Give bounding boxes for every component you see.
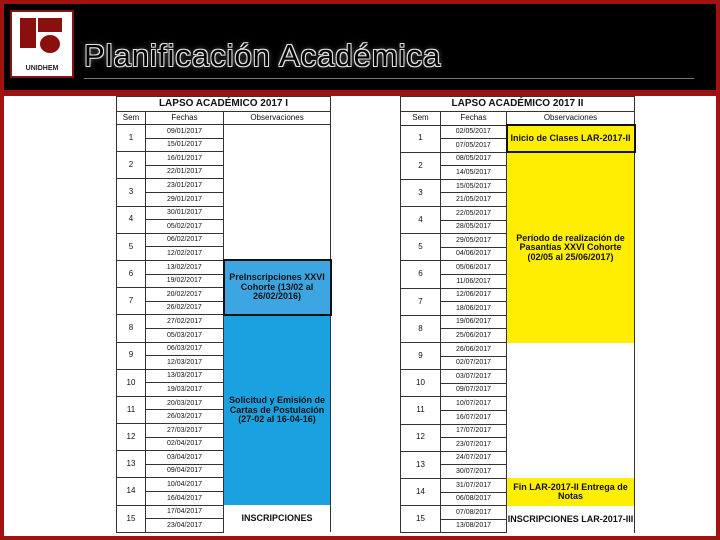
sem-number: 9 [401,343,441,370]
obs-inscripciones: INSCRIPCIONES LAR-2017-III [507,506,635,533]
sem-number: 10 [401,370,441,397]
fecha-cell: 15/05/2017 [441,179,507,193]
slide-header [4,4,716,90]
sem-number: 1 [401,125,441,152]
table-row [401,343,635,357]
fecha-cell: 16/04/2017 [146,492,224,506]
fecha-cell: 16/01/2017 [146,152,224,166]
fecha-cell: 23/01/2017 [146,179,224,193]
sem-number: 14 [117,478,146,505]
fecha-cell: 08/05/2017 [441,152,507,166]
fecha-cell: 27/03/2017 [146,424,224,438]
sem-number: 6 [117,260,146,287]
logo-mark-icon [20,18,64,54]
sem-number: 10 [117,369,146,396]
col-header-sem: Sem [117,112,146,125]
fecha-cell: 20/02/2017 [146,288,224,302]
sem-number: 2 [117,152,146,179]
sem-number: 8 [401,315,441,342]
unidhem-logo [10,10,74,78]
table-row [117,315,331,329]
table-row [117,505,331,519]
fecha-cell: 09/04/2017 [146,464,224,478]
fecha-cell: 21/05/2017 [441,193,507,207]
sem-number: 6 [401,261,441,288]
table-row [117,260,331,274]
sem-number: 15 [117,505,146,532]
sem-number: 15 [401,506,441,533]
obs-inicio-clases: Inicio de Clases LAR-2017-II [507,125,635,152]
fecha-cell: 12/02/2017 [146,247,224,261]
col-header-observaciones: Observaciones [507,112,635,126]
sem-number: 7 [117,288,146,315]
sem-number: 12 [117,424,146,451]
sem-number: 2 [401,152,441,179]
fecha-cell: 06/08/2017 [441,492,507,506]
fecha-cell: 16/07/2017 [441,410,507,424]
fecha-cell: 06/03/2017 [146,342,224,356]
col-header-fechas: Fechas [146,112,224,125]
table-row [117,125,331,139]
sem-number: 4 [117,206,146,233]
fecha-cell: 17/07/2017 [441,424,507,438]
obs-empty [507,343,635,479]
fecha-cell: 15/01/2017 [146,138,224,152]
fecha-cell: 07/08/2017 [441,506,507,520]
obs-solicitud-cartas: Solicitud y Emisión de Cartas de Postulación (27-02 al 16-04-16) [224,315,331,505]
col-header-sem: Sem [401,112,441,126]
slide-title: Planificación Académica [84,38,442,73]
fecha-cell: 02/07/2017 [441,356,507,370]
col-header-fechas: Fechas [441,112,507,126]
fecha-cell: 19/06/2017 [441,315,507,329]
sem-number: 13 [117,451,146,478]
obs-preinscripciones: PreInscripciones XXVI Cohorte (13/02 al 26/02/2016) [224,260,331,314]
fecha-cell: 26/02/2017 [146,301,224,315]
fecha-cell: 13/02/2017 [146,260,224,274]
sem-number: 5 [401,234,441,261]
fecha-cell: 28/05/2017 [441,220,507,234]
sem-number: 12 [401,424,441,451]
obs-periodo-pasantias: Período de realización de Pasantías XXVI Cohorte (02/05 al 25/06/2017) [507,152,635,342]
fecha-cell: 09/07/2017 [441,383,507,397]
fecha-cell: 19/02/2017 [146,274,224,288]
sem-number: 5 [117,233,146,260]
table-row [401,152,635,166]
fecha-cell: 03/04/2017 [146,451,224,465]
fecha-cell: 20/03/2017 [146,396,224,410]
fecha-cell: 02/04/2017 [146,437,224,451]
fecha-cell: 24/07/2017 [441,451,507,465]
sem-number: 13 [401,451,441,478]
fecha-cell: 30/01/2017 [146,206,224,220]
fecha-cell: 05/02/2017 [146,220,224,234]
obs-fin-lapso: Fin LAR-2017-II Entrega de Notas [507,478,635,505]
table-row [401,478,635,492]
fecha-cell: 03/07/2017 [441,370,507,384]
fecha-cell: 25/06/2017 [441,329,507,343]
fecha-cell: 13/03/2017 [146,369,224,383]
fecha-cell: 18/06/2017 [441,302,507,316]
fecha-cell: 12/03/2017 [146,356,224,370]
fecha-cell: 23/07/2017 [441,438,507,452]
sem-number: 11 [117,396,146,423]
fecha-cell: 17/04/2017 [146,505,224,519]
fecha-cell: 10/04/2017 [146,478,224,492]
sem-number: 7 [401,288,441,315]
fecha-cell: 11/06/2017 [441,275,507,289]
sem-number: 14 [401,478,441,505]
table-row [401,125,635,139]
fecha-cell: 14/05/2017 [441,166,507,180]
table-lapso-2017-ii [400,96,636,533]
fecha-cell: 07/05/2017 [441,139,507,153]
fecha-cell: 22/01/2017 [146,165,224,179]
fecha-cell: 05/03/2017 [146,328,224,342]
fecha-cell: 02/05/2017 [441,125,507,139]
title-underline [84,78,694,79]
obs-inscripciones: INSCRIPCIONES [224,505,331,532]
sem-number: 8 [117,315,146,342]
sem-number: 1 [117,125,146,152]
fecha-cell: 09/01/2017 [146,125,224,139]
obs-empty [224,125,331,261]
fecha-cell: 23/04/2017 [146,519,224,533]
fecha-cell: 12/06/2017 [441,288,507,302]
fecha-cell: 29/05/2017 [441,234,507,248]
fecha-cell: 22/05/2017 [441,207,507,221]
table-title: LAPSO ACADÉMICO 2017 II [401,97,635,112]
fecha-cell: 13/08/2017 [441,519,507,533]
fecha-cell: 26/03/2017 [146,410,224,424]
table-lapso-2017-i [116,96,332,533]
fecha-cell: 27/02/2017 [146,315,224,329]
sem-number: 3 [401,179,441,206]
fecha-cell: 06/02/2017 [146,233,224,247]
sem-number: 11 [401,397,441,424]
fecha-cell: 04/06/2017 [441,247,507,261]
table-row [401,506,635,520]
fecha-cell: 10/07/2017 [441,397,507,411]
fecha-cell: 29/01/2017 [146,192,224,206]
col-header-observaciones: Observaciones [224,112,331,125]
sem-number: 3 [117,179,146,206]
fecha-cell: 31/07/2017 [441,478,507,492]
fecha-cell: 19/03/2017 [146,383,224,397]
fecha-cell: 26/06/2017 [441,343,507,357]
sem-number: 9 [117,342,146,369]
logo-text: UNIDHEM [25,65,59,72]
fecha-cell: 05/06/2017 [441,261,507,275]
sem-number: 4 [401,207,441,234]
table-title: LAPSO ACADÉMICO 2017 I [117,97,331,112]
fecha-cell: 30/07/2017 [441,465,507,479]
